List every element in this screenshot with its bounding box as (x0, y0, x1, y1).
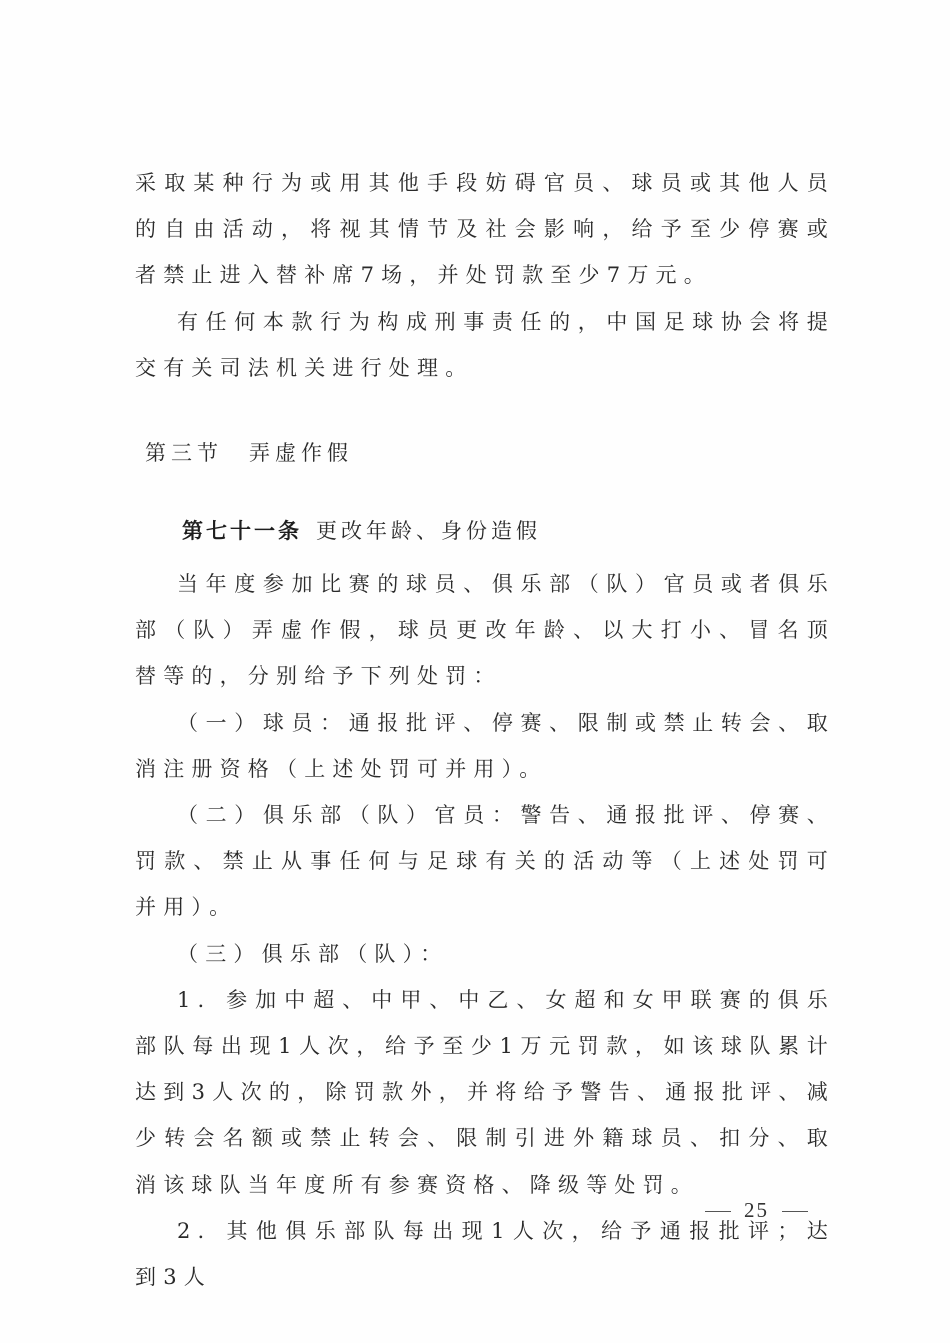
penalty-item-players: （一）球员：通报批评、停赛、限制或禁止转会、取消注册资格（上述处罚可并用）。 (135, 710, 835, 781)
section-number: 第三节 (145, 441, 223, 466)
criminal-liability-paragraph: 有任何本款行为构成刑事责任的，中国足球协会将提交有关司法机关进行处理。 (135, 309, 835, 380)
article-title: 更改年龄、身份造假 (316, 519, 541, 544)
page-number-dash-left (705, 1211, 731, 1212)
continued-paragraph: 采取某种行为或用其他手段妨碍官员、球员或其他人员的自由活动，将视其情节及社会影响，给予至少停赛或者禁止进入替补席7场，并处罚款至少7万元。 (135, 171, 835, 288)
section-heading (135, 391, 835, 515)
page-number-value: 25 (744, 1198, 769, 1222)
page-number-dash-right (782, 1211, 808, 1212)
article-intro-paragraph: 当年度参加比赛的球员、俱乐部（队）官员或者俱乐部（队）弄虚作假，球员更改年龄、以大打小、冒名顶替等的，分别给予下列处罚： (135, 572, 835, 689)
section-title: 弄虚作假 (249, 441, 353, 466)
article-number: 第七十一条 (182, 519, 302, 544)
penalty-item-clubs: （三）俱乐部（队）： (177, 941, 449, 966)
page-number (705, 1198, 815, 1223)
penalty-item-club-officials: （二）俱乐部（队）官员：警告、通报批评、停赛、罚款、禁止从事任何与足球有关的活动等（上述处罚可并用）。 (135, 803, 835, 920)
club-sub-item-2: 2. 其他俱乐部队每出现1人次，给予通报批评；达到3人 (135, 1218, 835, 1290)
article-heading (135, 515, 835, 547)
club-sub-item-1: 1. 参加中超、中甲、中乙、女超和女甲联赛的俱乐部队每出现1人次，给予至少1万元罚款，如该球队累计达到3人次的，除罚款外，并将给予警告、通报批评、减少转会名额或禁止转会、限制引进外籍球员、扣分、取消该球队当年度所有参赛资格、降级等处罚。 (135, 987, 835, 1197)
document-body (135, 160, 835, 1300)
